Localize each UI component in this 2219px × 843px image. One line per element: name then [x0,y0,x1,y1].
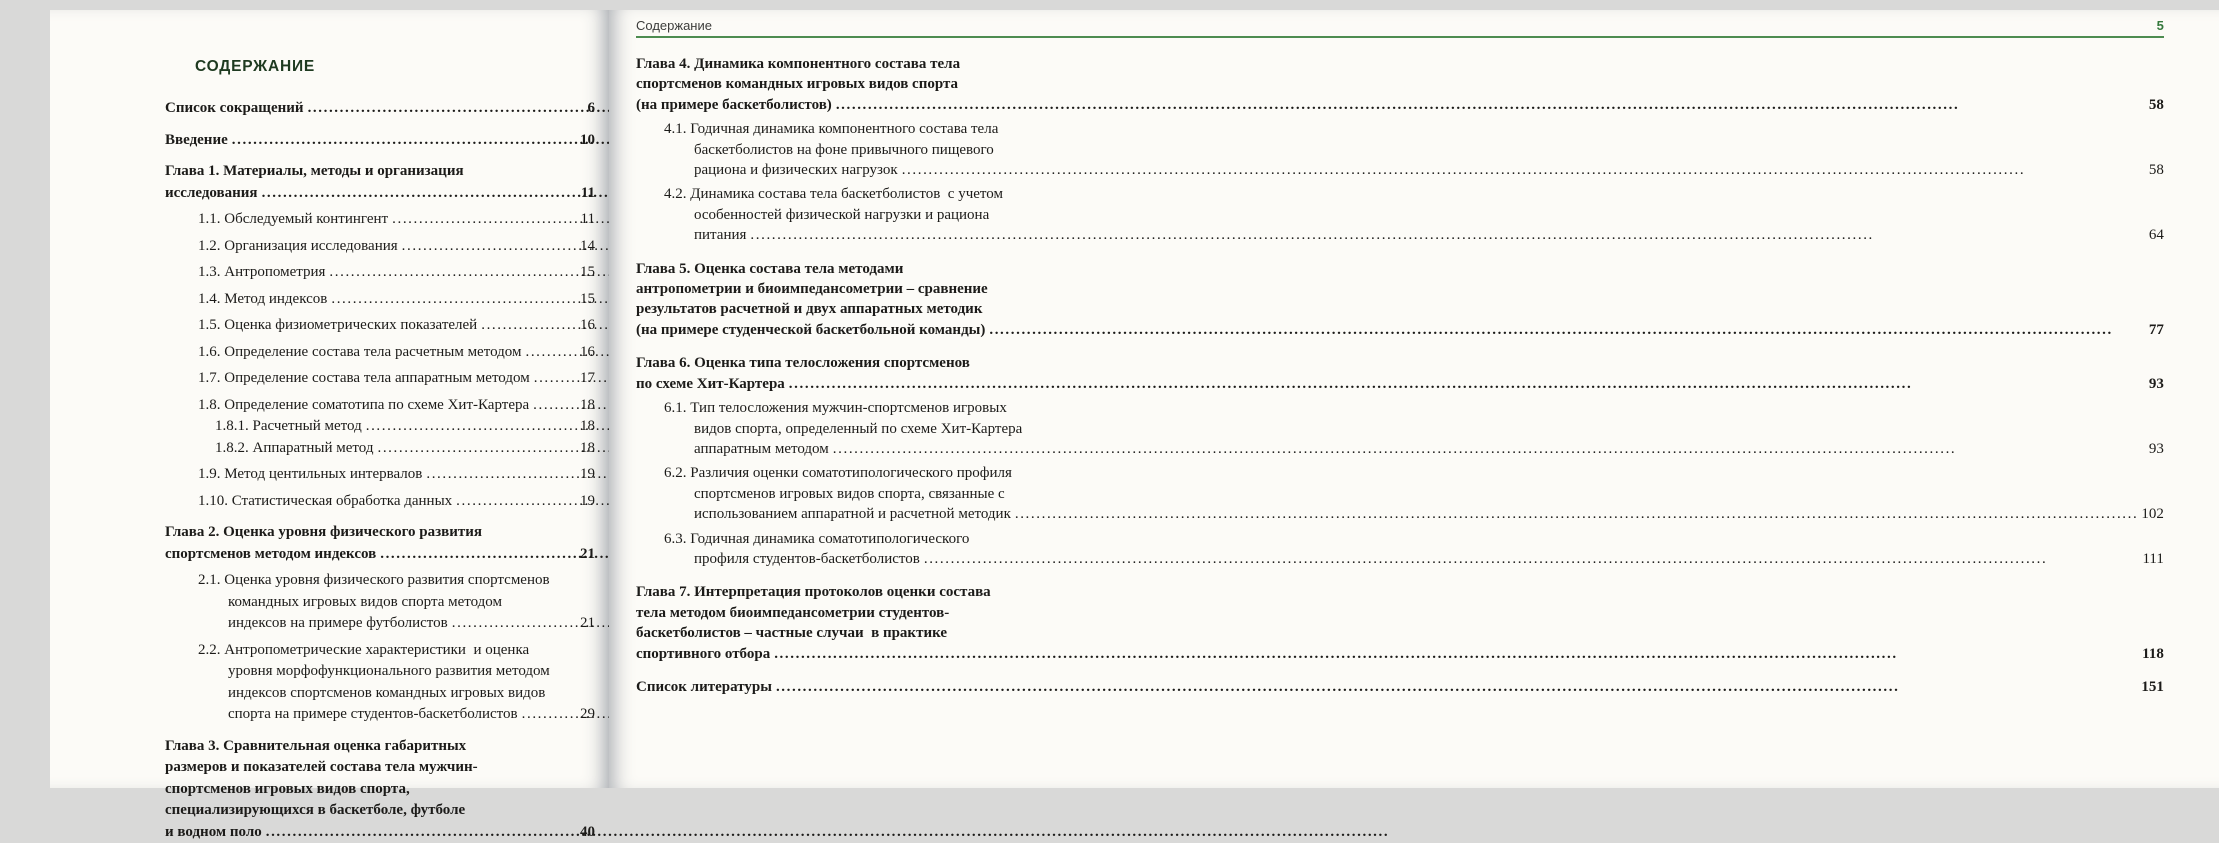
book-spread [50,10,1147,788]
toc-entry-text: индексов на примере футболистов [228,613,448,635]
toc-entry-text: Список литературы [636,677,772,697]
toc-entry-text: 1.8.2. Аппаратный метод [215,438,373,460]
dot-leader [525,342,570,364]
toc-entry [165,262,595,284]
toc-entry-text: (на примере баскетболистов) [636,95,832,115]
toc-entry-text: профиля студентов-баскетболистов [694,549,920,569]
toc-entry-text: тела методом биоимпедансометрии студентов- [636,603,2164,623]
toc-entry-text: Глава 2. Оценка уровня физического развития [165,522,595,544]
toc-entry-text: Глава 3. Сравнительная оценка габаритных [165,736,595,758]
toc-entry-text: 1.9. Метод центильных интервалов [198,464,422,486]
toc-entry-text: специализирующихся в баскетболе, футболе [165,800,595,822]
toc-entry [636,353,2164,394]
toc-entry-text: видов спорта, определенный по схеме Хит-Картера [664,419,2164,439]
toc-entry [636,677,2164,697]
toc-entry-text: размеров и показателей состава тела мужчин- [165,757,595,779]
toc-entry-text: 1.6. Определение состава тела расчетным методом [198,342,521,364]
toc-page-number: 58 [2142,160,2164,180]
toc-page-number: 14 [573,236,595,258]
toc-entry-text: 1.8. Определение соматотипа по схеме Хит-Картера [198,395,529,417]
toc-entry-text: Введение [165,130,228,152]
dot-leader [989,320,2139,340]
toc-entry-text: 4.2. Динамика состава тела баскетболистов с учетом [664,184,2164,204]
toc-entry [165,368,595,390]
dot-leader [308,98,570,120]
dot-leader [789,374,2139,394]
dot-leader [522,704,570,726]
running-header [636,18,2164,38]
toc-entry [165,98,595,120]
page-number: 5 [2157,18,2164,33]
toc-entry-text: использованием аппаратной и расчетной методик [694,504,1011,524]
toc-entry-text: Глава 6. Оценка типа телосложения спортсменов [636,353,2164,373]
toc-entry [636,398,2164,459]
toc-entry-text: питания [694,225,746,245]
dot-leader [534,368,570,390]
toc-entry-text: 1.3. Антропометрия [198,262,325,284]
dot-leader [774,644,2139,664]
toc-entry [165,464,595,486]
dot-leader [833,439,2139,459]
toc-page-number: 40 [573,822,595,843]
toc-page-number: 19 [573,491,595,513]
toc-entry-text: индексов спортсменов командных игровых видов [198,683,595,705]
toc-entry-text: спорта на примере студентов-баскетболистов [228,704,518,726]
toc-page-number: 16 [573,315,595,337]
toc-left-list [165,98,595,843]
toc-entry-text: Глава 4. Динамика компонентного состава тела [636,54,2164,74]
toc-page-number: 16 [573,342,595,364]
toc-entry [165,289,595,311]
dot-leader [836,95,2139,115]
toc-page-number: 21 [573,544,595,566]
dot-leader [331,289,570,311]
toc-entry-text: по схеме Хит-Картера [636,374,785,394]
toc-entry-text: спортсменов игровых видов спорта, связанные с [664,484,2164,504]
dot-leader [262,183,570,205]
toc-entry-text: уровня морфофункционального развития методом [198,661,595,683]
toc-page-number: 18 [573,438,595,460]
toc-entry [165,395,595,417]
running-header-title: Содержание [636,18,712,33]
toc-entry [165,416,595,438]
toc-entry-text: 1.4. Метод индексов [198,289,327,311]
toc-entry [165,161,595,204]
toc-entry-text: 1.1. Обследуемый контингент [198,209,388,231]
toc-entry-text: исследования [165,183,258,205]
toc-entry-text: 6.2. Различия оценки соматотипологического профиля [664,463,2164,483]
toc-entry-text: Список сокращений [165,98,304,120]
toc-entry-text: аппаратным методом [694,439,829,459]
toc-entry-text: и водном поло [165,822,262,843]
toc-entry-text: 1.5. Оценка физиометрических показателей [198,315,477,337]
toc-entry [165,342,595,364]
toc-page-number: 19 [573,464,595,486]
dot-leader [402,236,570,258]
dot-leader [452,613,570,635]
toc-page-number: 15 [573,289,595,311]
toc-entry [636,54,2164,115]
toc-page-number: 77 [2142,320,2164,340]
toc-page-number: 10 [573,130,595,152]
toc-title: СОДЕРЖАНИЕ [195,58,595,76]
toc-entry [165,236,595,258]
dot-leader [750,225,2138,245]
toc-entry-text: спортсменов игровых видов спорта, [165,779,595,801]
toc-entry-text: 1.8.1. Расчетный метод [215,416,362,438]
right-page [609,10,2219,788]
toc-entry-text: Глава 5. Оценка состава тела методами [636,259,2164,279]
toc-entry-text: (на примере студенческой баскетбольной команды) [636,320,985,340]
toc-page-number: 17 [573,368,595,390]
left-page [50,10,609,788]
toc-entry [636,184,2164,245]
toc-entry [636,259,2164,341]
toc-entry [636,463,2164,524]
toc-page-number: 11 [573,209,595,231]
toc-page-number: 118 [2142,644,2164,664]
toc-entry-text: особенностей физической нагрузки и рациона [664,205,2164,225]
toc-entry [165,130,595,152]
toc-page-number: 102 [2141,504,2164,524]
toc-entry [165,491,595,513]
toc-entry [165,640,595,726]
dot-leader [377,438,570,460]
dot-leader [329,262,570,284]
toc-entry-text: 1.2. Организация исследования [198,236,398,258]
toc-page-number: 58 [2142,95,2164,115]
toc-entry-text: командных игровых видов спорта методом [198,592,595,614]
toc-entry-text: 2.2. Антропометрические характеристики и оценка [198,640,595,662]
dot-leader [266,822,570,843]
toc-entry-text: баскетболистов на фоне привычного пищевого [664,140,2164,160]
toc-page-number: 6 [573,98,595,120]
toc-page-number: 111 [2142,549,2164,569]
dot-leader [366,416,570,438]
toc-page-number: 11 [573,183,595,205]
toc-entry-text: Глава 7. Интерпретация протоколов оценки состава [636,582,2164,602]
dot-leader [481,315,570,337]
toc-entry [165,209,595,231]
toc-entry-text: баскетболистов – частные случаи в практике [636,623,2164,643]
toc-entry [165,438,595,460]
toc-page-number: 21 [573,613,595,635]
dot-leader [392,209,570,231]
toc-entry-text: Глава 1. Материалы, методы и организация [165,161,595,183]
toc-entry-text: рациона и физических нагрузок [694,160,898,180]
toc-entry [165,736,595,843]
dot-leader [1015,504,2139,524]
dot-leader [902,160,2139,180]
toc-entry-text: результатов расчетной и двух аппаратных методик [636,299,2164,319]
toc-page-number: 15 [573,262,595,284]
toc-entry [165,522,595,565]
toc-page-number: 93 [2142,374,2164,394]
dot-leader [426,464,570,486]
toc-entry-text: 4.1. Годичная динамика компонентного состава тела [664,119,2164,139]
toc-page-number: 18 [573,416,595,438]
toc-entry-text: спортсменов методом индексов [165,544,376,566]
toc-entry [165,570,595,635]
toc-page-number: 29 [573,704,595,726]
toc-entry [636,119,2164,180]
toc-page-number: 18 [573,395,595,417]
dot-leader [533,395,570,417]
toc-entry-text: 1.7. Определение состава тела аппаратным методом [198,368,530,390]
toc-entry-text: 1.10. Статистическая обработка данных [198,491,452,513]
toc-page-number: 151 [2141,677,2164,697]
toc-entry-text: 2.1. Оценка уровня физического развития спортсменов [198,570,595,592]
dot-leader [456,491,570,513]
toc-entry [636,529,2164,570]
dot-leader [776,677,2138,697]
toc-entry-text: 6.1. Тип телосложения мужчин-спортсменов игровых [664,398,2164,418]
toc-right-list [636,54,2164,697]
toc-page-number: 64 [2142,225,2164,245]
toc-page-number: 93 [2142,439,2164,459]
toc-entry-text: спортивного отбора [636,644,770,664]
toc-entry-text: 6.3. Годичная динамика соматотипологического [664,529,2164,549]
toc-entry [636,582,2164,664]
dot-leader [924,549,2139,569]
dot-leader [380,544,570,566]
dot-leader [232,130,570,152]
toc-entry-text: антропометрии и биоимпедансометрии – сравнение [636,279,2164,299]
toc-entry-text: спортсменов командных игровых видов спорта [636,74,2164,94]
toc-entry [165,315,595,337]
